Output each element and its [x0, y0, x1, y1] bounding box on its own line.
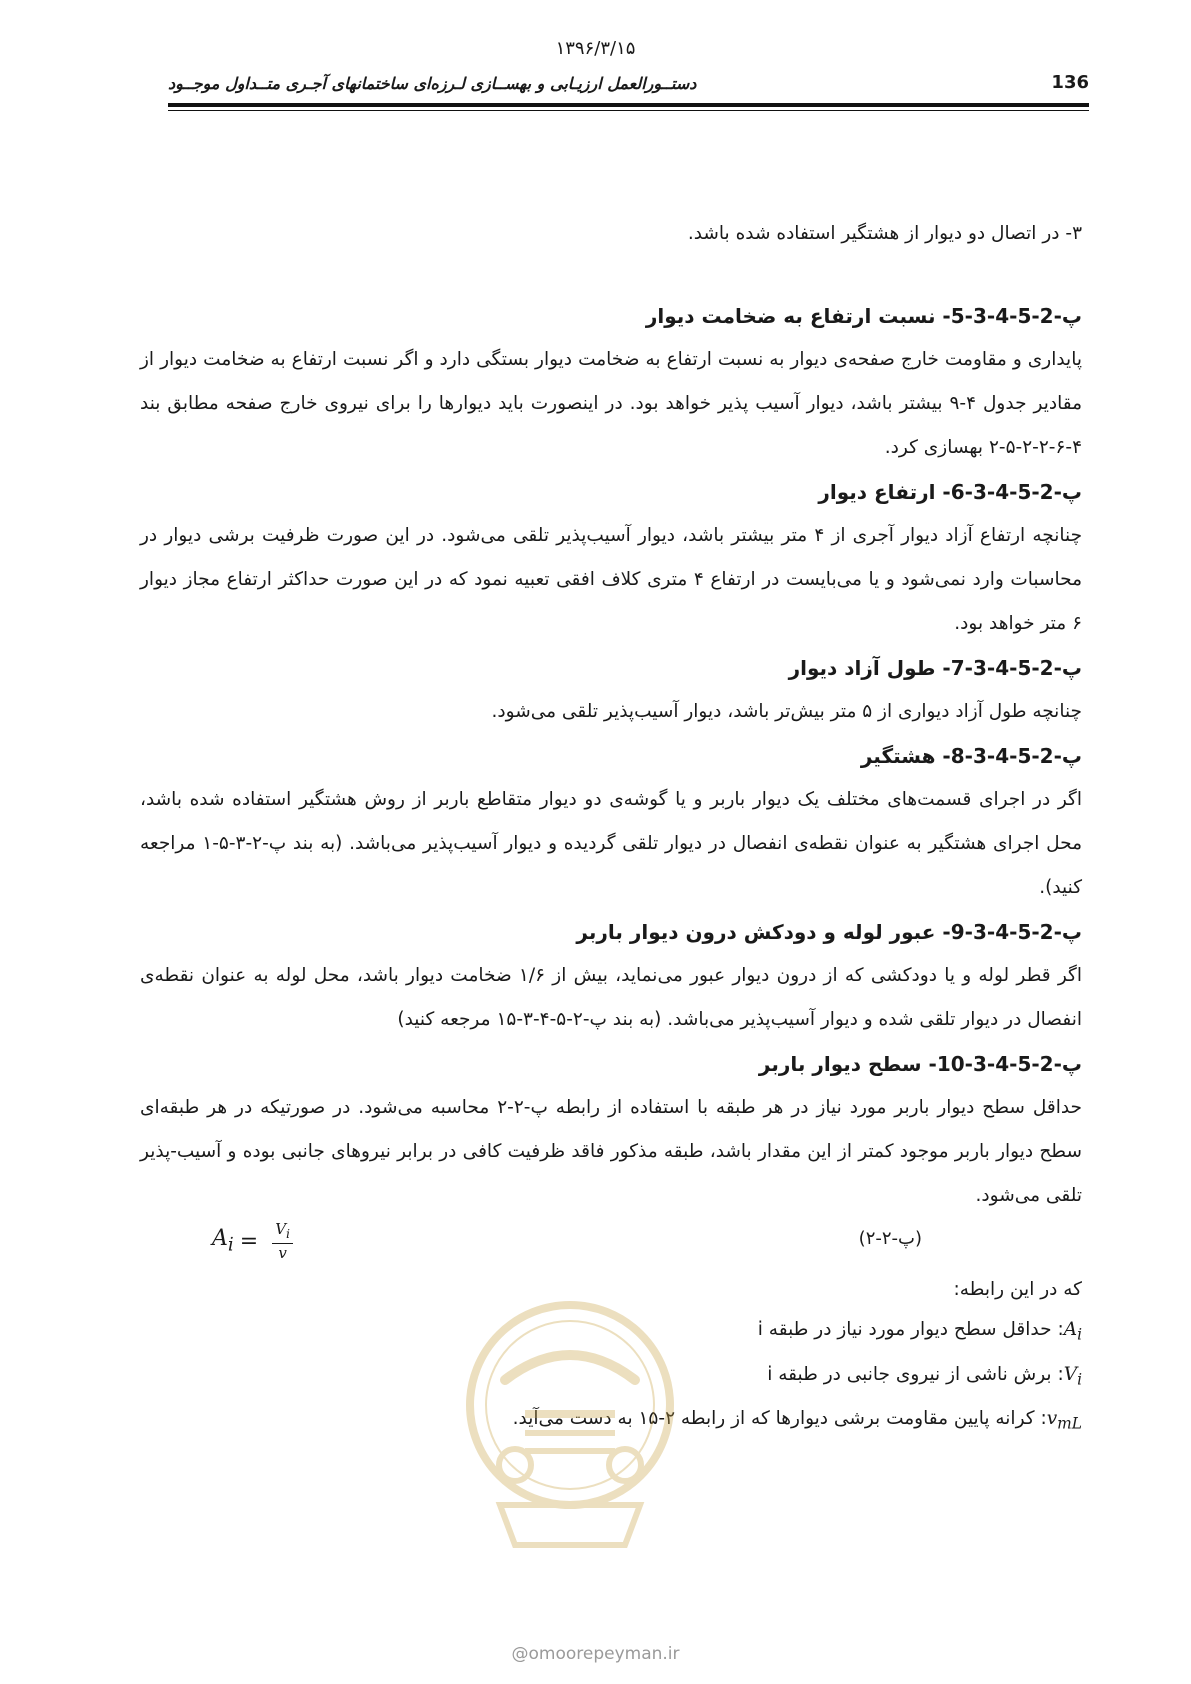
- fraction-denominator: v: [278, 1244, 287, 1262]
- section-paragraph: چنانچه طول آزاد دیواری از ۵ متر بیش‌تر باشد، دیوار آسیب‌پذیر تلقی می‌شود.: [491, 701, 1082, 722]
- equation-row: [140, 1222, 1082, 1270]
- equation-number: (پ-۲-۲): [858, 1228, 922, 1249]
- section-heading: پ-2-5-4-3-5- نسبت ارتفاع به ضخامت دیوار: [645, 304, 1082, 328]
- section-heading: پ-2-5-4-3-8- هشتگیر: [860, 744, 1082, 768]
- page-number: 136: [1051, 72, 1089, 93]
- section-heading: پ-2-5-4-3-7- طول آزاد دیوار: [788, 656, 1082, 680]
- section-paragraph: اگر در اجرای قسمت‌های مختلف یک دیوار باربر و یا گوشه‌ی دو دیوار متقاطع باربر از روش هشتگیر استفاده شده باشد، محل اجرای هشتگیر به عنوان نقطه‌ی انفصال در دیوار تلقی گردیده و دیوار آسیب‌پذیر می‌باشد. (به بند پ-۲-۳-۵-۱ مراجعه کنید).: [140, 789, 1082, 898]
- header-rule-thin: [168, 110, 1089, 111]
- section-paragraph: حداقل سطح دیوار باربر مورد نیاز در هر طبقه با استفاده از رابطه پ-۲-۲ محاسبه می‌شود. در صورتیکه در هر طبقه‌ای سطح دیوار باربر موجود کمتر از این مقدار باشد، طبقه مذکور فاقد ظرفیت کافی در برابر نیروهای جانبی بوده و آسیب-پذیر تلقی می‌شود.: [140, 1097, 1082, 1206]
- section-heading: پ-2-5-4-3-6- ارتفاع دیوار: [818, 480, 1082, 504]
- list-item: ۳- در اتصال دو دیوار از هشتگیر استفاده شده باشد.: [687, 223, 1082, 244]
- equation: [212, 1220, 293, 1262]
- fraction-numerator: $V_i$: [272, 1220, 293, 1244]
- header-rule: [168, 103, 1089, 107]
- definition-symbol: $v_{mL}$: [1046, 1408, 1082, 1434]
- section-paragraph: پایداری و مقاومت خارج صفحه‌ی دیوار به نسبت ارتفاع به ضخامت دیوار بستگی دارد و اگر نسبت ارتفاع به ضخامت دیوار از مقادیر جدول ۴-۹ بیشتر باشد، دیوار آسیب پذیر خواهد بود. در اینصورت باید دیوارها را برای نیروی خارج صفحه مطابق بند ۴-۶-۲-۲-۵-۲ بهسازی کرد.: [140, 349, 1082, 458]
- body-content: [140, 212, 1082, 1444]
- definition-item: $v_{mL}$: کرانه پایین مقاومت برشی دیوارها که از رابطه ۲-۱۵ به دست می‌آید.: [512, 1408, 1082, 1434]
- definition-item: $V_i$: برش ناشی از نیروی جانبی در طبقه i: [767, 1363, 1082, 1389]
- section-heading: پ-2-5-4-3-10- سطح دیوار باربر: [758, 1052, 1082, 1076]
- section-paragraph: چنانچه ارتفاع آزاد دیوار آجری از ۴ متر بیشتر باشد، دیوار آسیب‌پذیر تلقی می‌شود. در این صورت ظرفیت برشی دیوار در محاسبات وارد نمی‌شود و یا می‌بایست در ارتفاع ۴ متری کلاف افقی تعبیه نمود که در این صورت حداکثر ارتفاع مجاز دیوار ۶ متر خواهد بود.: [140, 525, 1082, 634]
- equation-fraction: [272, 1220, 293, 1262]
- section-heading: پ-2-5-4-3-9- عبور لوله و دودکش درون دیوار باربر: [576, 920, 1082, 944]
- watermark-url: @omoorepeyman.ir: [511, 1644, 680, 1664]
- header-date: ۱۳۹۶/۳/۱۵: [555, 38, 636, 59]
- where-label: که در این رابطه:: [953, 1279, 1082, 1300]
- equation-lhs: $A_i$: [212, 1226, 234, 1256]
- watermark-logo: [445, 1290, 695, 1560]
- definition-symbol: $A_i$: [1063, 1319, 1082, 1344]
- running-header: [168, 72, 1089, 102]
- equation-equals: =: [239, 1228, 259, 1254]
- header-title: دستــورالعمل ارزیـابی و بهســازی لـرزه‌ای ساختمانهای آجـری متــداول موجــود: [168, 74, 697, 93]
- definition-item: $A_i$: حداقل سطح دیوار مورد نیاز در طبقه i: [757, 1319, 1082, 1344]
- section-paragraph: اگر قطر لوله و یا دودکشی که از درون دیوار عبور می‌نماید، بیش از ۱/۶ ضخامت دیوار باشد، محل لوله به عنوان نقطه‌ی انفصال در دیوار تلقی شده و دیوار آسیب‌پذیر می‌باشد. (به بند پ-۲-۵-۴-۳-۱۵ مرجعه کنید): [140, 965, 1082, 1030]
- definition-symbol: $V_i$: [1063, 1363, 1082, 1389]
